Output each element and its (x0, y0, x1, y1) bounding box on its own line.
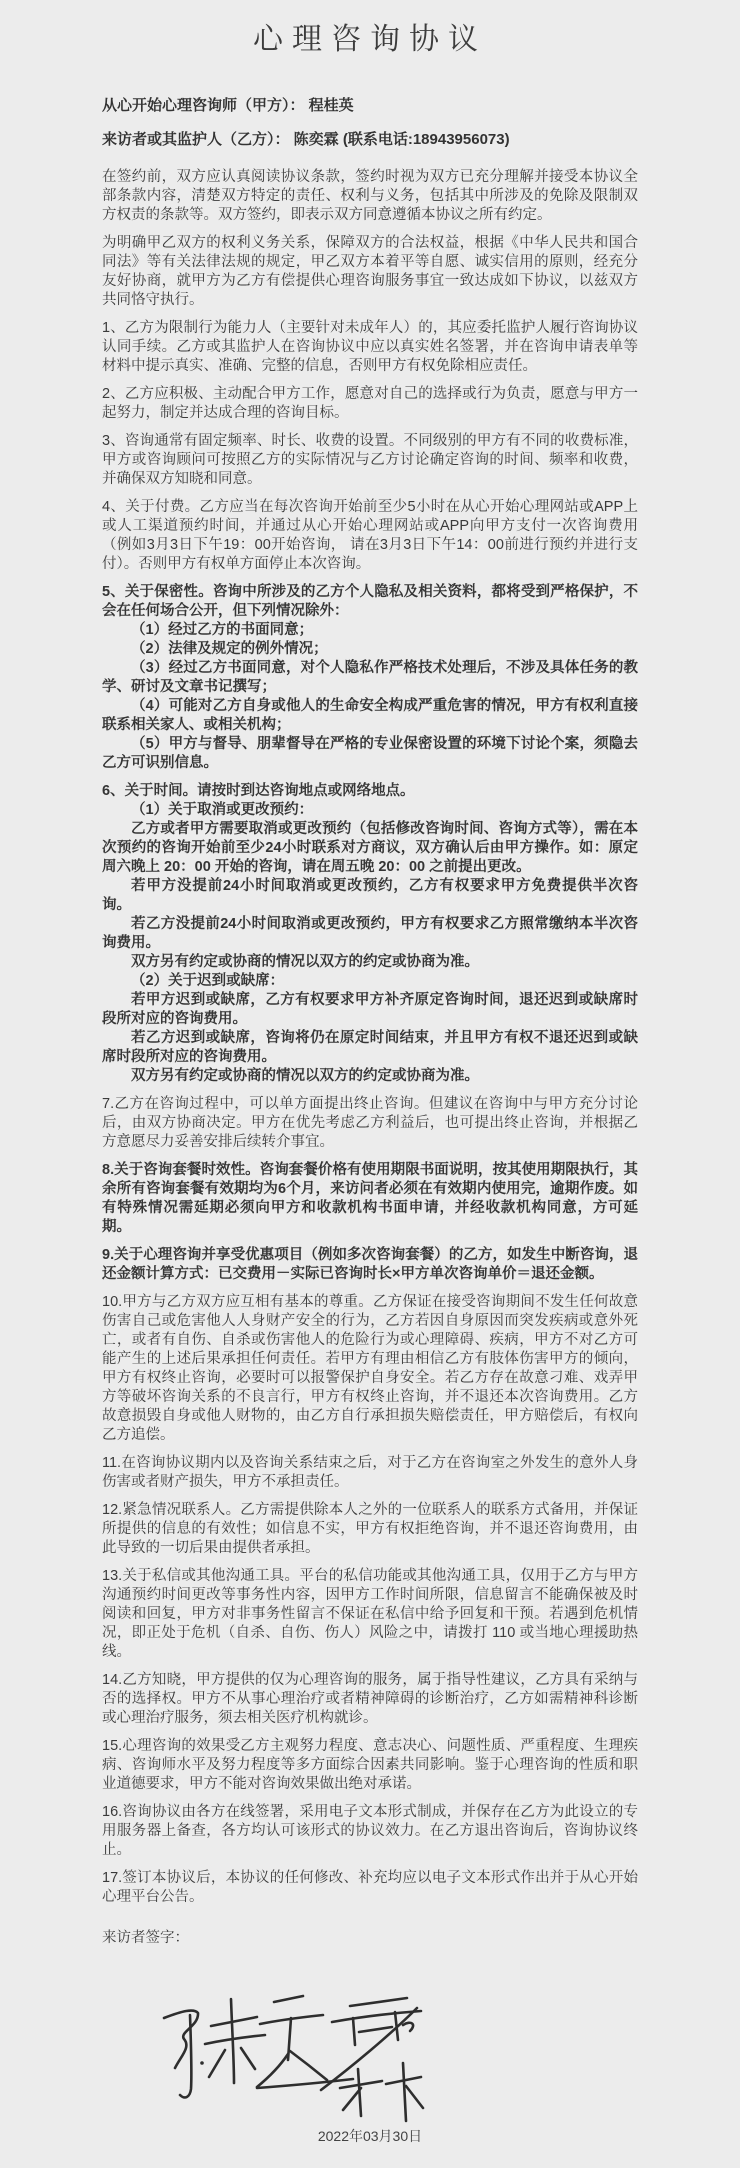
signature-handwriting (154, 1988, 426, 2138)
clause-block (102, 432, 638, 489)
clause-paragraph: 若乙方没提前24小时间取消或更改预约，甲方有权要求乙方照常缴纳本半次咨询费用。 (102, 916, 638, 951)
clause-paragraph: （4）可能对乙方自身或他人的生命安全构成严重危害的情况，甲方有权利直接联系相关家人、或相关机构； (102, 698, 638, 733)
clause-block (102, 1869, 638, 1907)
clause-paragraph: 17.签订本协议后，本协议的任何修改、补充均应以电子文本形式作出并于从心开始心理平台公告。 (102, 1870, 638, 1905)
clause-paragraph: 2、乙方应积极、主动配合甲方工作，愿意对自己的选择或行为负责，愿意与甲方一起努力，制定并达成合理的咨询目标。 (102, 386, 638, 421)
clause-block (102, 1161, 638, 1237)
signature-section (102, 1929, 638, 2138)
clause-paragraph: 4、关于付费。乙方应当在每次咨询开始前至少5小时在从心开始心理网站或APP上或人工渠道预约时间，并通过从心开始心理网站或APP向甲方支付一次咨询费用（例如3月3日下午19：00开始咨询， 请在3月3日下午14：00前进行预约并进行支付）。否则甲方有权单方面停止本次咨询。 (102, 499, 638, 572)
clause-paragraph: 14.乙方知晓，甲方提供的仅为心理咨询的服务，属于指导性建议，乙方具有采纳与否的选择权。甲方不从事心理治疗或者精神障碍的诊断治疗，乙方如需精神科诊断或心理治疗服务，须去相关医疗机构就诊。 (102, 1672, 638, 1726)
clause-block (102, 1671, 638, 1728)
clause-paragraph: 8.关于咨询套餐时效性。咨询套餐价格有使用期限书面说明，按其使用期限执行，其余所有咨询套餐有效期均为6个月，来访问者必须在有效期内使用完，逾期作废。如有特殊情况需延期必须向甲方和收款机构书面申请，并经收款机构同意，方可延期。 (102, 1162, 638, 1235)
clause-block (102, 1293, 638, 1445)
clause-paragraph: 12.紧急情况联系人。乙方需提供除本人之外的一位联系人的联系方式备用，并保证所提供的信息的有效性；如信息不实，甲方有权拒绝咨询，并不退还咨询费用，由此导致的一切后果由提供者承担。 (102, 1502, 638, 1556)
clause-block (102, 1095, 638, 1152)
clause-paragraph: 3、咨询通常有固定频率、时长、收费的设置。不同级别的甲方有不同的收费标准，甲方或咨询顾问可按照乙方的实际情况与乙方讨论确定咨询的时间、频率和收费，并确保双方知晓和同意。 (102, 433, 638, 487)
clause-block (102, 498, 638, 574)
clause-block (102, 583, 638, 773)
clause-paragraph: 双方另有约定或协商的情况以双方的约定或协商为准。 (131, 1068, 479, 1084)
clause-paragraph: 6、关于时间。请按时到达咨询地点或网络地点。 (102, 783, 415, 799)
clause-paragraph: 若甲方迟到或缺席，乙方有权要求甲方补齐原定咨询时间，退还迟到或缺席时段所对应的咨询费用。 (102, 992, 638, 1027)
signing-date: 2022年03月30日 (317, 2128, 423, 2144)
clause-paragraph: 若甲方没提前24小时间取消或更改预约，乙方有权要求甲方免费提供半次咨询。 (102, 878, 638, 913)
clause-paragraph: 10.甲方与乙方双方应互相有基本的尊重。乙方保证在接受咨询期间不发生任何故意伤害自己或危害他人人身财产安全的行为，乙方若因自身原因而突发疾病或意外死亡，或者有自伤、自杀或伤害他人的危险行为或心理障碍、疾病，甲方不对乙方可能产生的上述后果承担任何责任。若甲方有理由相信乙方有肢体伤害甲方的倾向，甲方有权终止咨询，必要时可以报警保护自身安全。若乙方存在故意刁难、戏弄甲方等破坏咨询关系的不良言行，甲方有权终止咨询，并不退还本次咨询费用。乙方故意损毁自身或他人财物的，由乙方自行承担损失赔偿责任，甲方赔偿后，有权向乙方追偿。 (102, 1294, 638, 1443)
signature-label: 来访者签字： (102, 1930, 189, 1946)
clause-paragraph: 1、乙方为限制行为能力人（主要针对未成年人）的，其应委托监护人履行咨询协议认同手续。乙方或其监护人在咨询协议中应以真实姓名签署，并在咨询申请表单等材料中提示真实、准确、完整的信息，否则甲方有权免除相应责任。 (102, 320, 638, 374)
clause-paragraph: 在签约前，双方应认真阅读协议条款，签约时视为双方已充分理解并接受本协议全部条款内容，清楚双方特定的责任、权利与义务，包括其中所涉及的免除及限制双方权责的条款等。双方签约，即表示双方同意遵循本协议之所有约定。 (102, 169, 638, 223)
clause-paragraph: 11.在咨询协议期内以及咨询关系结束之后，对于乙方在咨询室之外发生的意外人身伤害或者财产损失，甲方不承担责任。 (102, 1455, 638, 1490)
clause-block (102, 1501, 638, 1558)
clause-block (102, 1454, 638, 1492)
page-title: 心理咨询协议 (253, 23, 487, 56)
clause-block (102, 168, 638, 225)
clause-block (102, 1246, 638, 1284)
clause-block (102, 319, 638, 376)
clause-paragraph: 双方另有约定或协商的情况以双方的约定或协商为准。 (131, 954, 479, 970)
clause-paragraph: （2）法律及规定的例外情况； (131, 641, 328, 657)
client-party-line: 来访者或其监护人（乙方）： 陈奕霖 (联系电话:18943956073) (102, 131, 510, 148)
clause-paragraph: 7.乙方在咨询过程中，可以单方面提出终止咨询。但建议在咨询中与甲方充分讨论后，由双方协商决定。甲方在优先考虑乙方利益后，也可提出终止咨询，并根据乙方意愿尽力妥善安排后续转介事宜。 (102, 1096, 638, 1150)
clause-paragraph: 为明确甲乙双方的权利义务关系，保障双方的合法权益，根据《中华人民共和国合同法》等有关法律法规的规定，甲乙双方本着平等自愿、诚实信用的原则，经充分友好协商，就甲方为乙方有偿提供心理咨询服务事宜一致达成如下协议，以兹双方共同恪守执行。 (102, 235, 638, 308)
clause-block (102, 1567, 638, 1662)
clause-block (102, 1803, 638, 1860)
clause-paragraph: 若乙方迟到或缺席，咨询将仍在原定时间结束，并且甲方有权不退还迟到或缺席时段所对应的咨询费用。 (102, 1030, 638, 1065)
clause-paragraph: 15.心理咨询的效果受乙方主观努力程度、意志决心、问题性质、严重程度、生理疾病、咨询师水平及努力程度等多方面综合因素共同影响。鉴于心理咨询的性质和职业道德要求，甲方不能对咨询效果做出绝对承诺。 (102, 1738, 638, 1792)
clause-paragraph: 13.关于私信或其他沟通工具。平台的私信功能或其他沟通工具，仅用于乙方与甲方沟通预约时间更改等事务性内容，因甲方工作时间所限，信息留言不能确保被及时阅读和回复，甲方对非事务性留言不保证在私信中给予回复和干预。若遇到危机情况，即正处于危机（自杀、自伤、伤人）风险之中，请拨打 110 或当地心理援助热线。 (102, 1568, 638, 1660)
clause-paragraph: （2）关于迟到或缺席： (131, 973, 285, 989)
clause-paragraph: 乙方或者甲方需要取消或更改预约（包括修改咨询时间、咨询方式等），需在本次预约的咨询开始前至少24小时联系对方商议，双方确认后由甲方操作。如：原定周六晚上 20：00 开始的咨询，请在周五晚 20：00 之前提出更改。 (102, 821, 638, 875)
clause-paragraph: （1）关于取消或更改预约： (131, 802, 314, 818)
clause-block (102, 1737, 638, 1794)
counselor-party-line: 从心开始心理咨询师（甲方）： 程桂英 (102, 97, 354, 114)
clause-paragraph: （1）经过乙方的书面同意； (131, 622, 314, 638)
clause-list (102, 168, 638, 1907)
clause-block (102, 385, 638, 423)
clause-block (102, 234, 638, 310)
clause-paragraph: （3）经过乙方书面同意，对个人隐私作严格技术处理后，不涉及具体任务的教学、研讨及文章书记撰写； (102, 660, 638, 695)
clause-paragraph: 5、关于保密性。咨询中所涉及的乙方个人隐私及相关资料，都将受到严格保护，不会在任何场合公开，但下列情况除外： (102, 584, 638, 619)
clause-paragraph: 16.咨询协议由各方在线签署，采用电子文本形式制成，并保存在乙方为此设立的专用服务器上备查，各方均认可该形式的协议效力。在乙方退出咨询后，咨询协议终止。 (102, 1804, 638, 1858)
clause-block (102, 782, 638, 1086)
clause-paragraph: 9.关于心理咨询并享受优惠项目（例如多次咨询套餐）的乙方，如发生中断咨询，退还金额计算方式：已交费用－实际已咨询时长×甲方单次咨询单价＝退还金额。 (102, 1247, 638, 1282)
clause-paragraph: （5）甲方与督导、朋辈督导在严格的专业保密设置的环境下讨论个案，须隐去乙方可识别信息。 (102, 736, 638, 771)
